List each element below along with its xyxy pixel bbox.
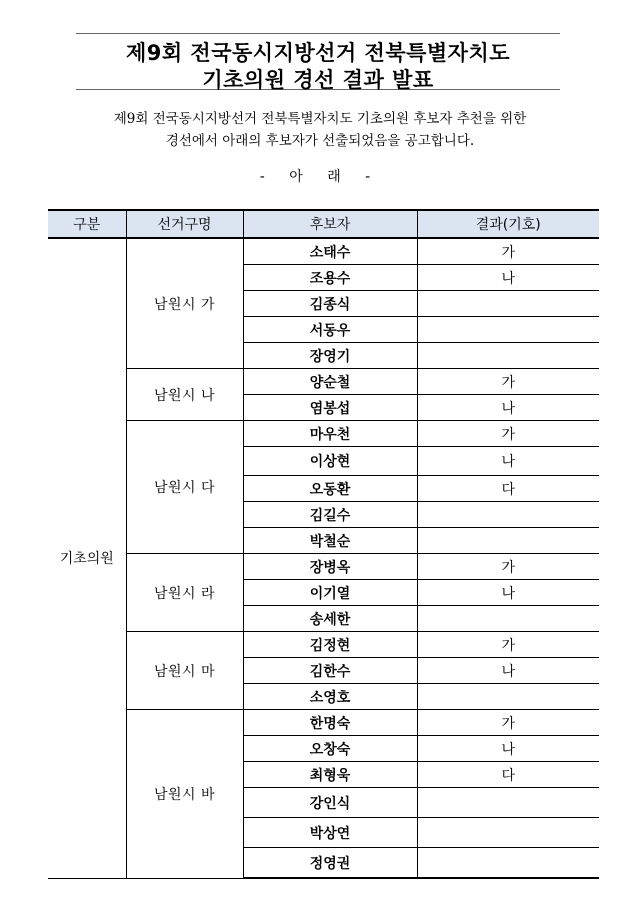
notice-line-1: 제9회 전국동시지방선거 전북특별자치도 기초의원 후보자 추천을 위한 xyxy=(113,111,527,127)
candidate-cell: 오창숙 xyxy=(243,736,417,762)
candidate-cell: 최형욱 xyxy=(243,762,417,788)
result-cell: 나 xyxy=(417,265,599,291)
result-cell: 다 xyxy=(417,762,599,788)
candidate-cell: 조용수 xyxy=(243,265,417,291)
result-cell: 가 xyxy=(417,632,599,658)
header-district: 선거구명 xyxy=(126,210,243,238)
result-cell: 나 xyxy=(417,580,599,606)
candidate-cell: 한명숙 xyxy=(243,710,417,736)
result-cell: 가 xyxy=(417,238,599,265)
candidate-cell: 강인식 xyxy=(243,788,417,818)
result-cell xyxy=(417,818,599,848)
candidate-cell: 김정현 xyxy=(243,632,417,658)
candidate-cell: 김종식 xyxy=(243,291,417,317)
results-body xyxy=(48,238,599,878)
document-title xyxy=(76,33,560,90)
table-row xyxy=(48,710,599,736)
candidate-cell: 김길수 xyxy=(243,502,417,528)
candidate-cell: 마우천 xyxy=(243,421,417,447)
table-row xyxy=(48,554,599,580)
result-cell xyxy=(417,606,599,632)
district-cell: 남원시 라 xyxy=(126,554,243,632)
result-cell xyxy=(417,317,599,343)
candidate-cell: 박상연 xyxy=(243,818,417,848)
result-cell xyxy=(417,343,599,369)
result-cell xyxy=(417,684,599,710)
candidate-cell: 염봉섭 xyxy=(243,395,417,421)
candidate-cell: 이기열 xyxy=(243,580,417,606)
title-line-2: 기초의원 경선 결과 발표 xyxy=(202,68,434,92)
results-table xyxy=(48,209,599,879)
district-cell: 남원시 나 xyxy=(126,369,243,421)
candidate-cell: 장병옥 xyxy=(243,554,417,580)
result-cell: 나 xyxy=(417,395,599,421)
result-cell xyxy=(417,788,599,818)
candidate-cell: 장영기 xyxy=(243,343,417,369)
candidate-cell: 양순철 xyxy=(243,369,417,395)
candidate-cell: 정영권 xyxy=(243,848,417,879)
result-cell: 가 xyxy=(417,369,599,395)
category-cell: 기초의원 xyxy=(48,238,126,878)
candidate-cell: 송세한 xyxy=(243,606,417,632)
header-result: 결과(기호) xyxy=(417,210,599,238)
district-cell: 남원시 가 xyxy=(126,238,243,369)
result-cell: 가 xyxy=(417,421,599,447)
result-cell: 나 xyxy=(417,658,599,684)
district-cell: 남원시 바 xyxy=(126,710,243,879)
subheading: - 아 래 - xyxy=(259,169,381,185)
district-cell: 남원시 다 xyxy=(126,421,243,554)
result-cell: 나 xyxy=(417,736,599,762)
candidate-cell: 오동환 xyxy=(243,476,417,502)
table-row xyxy=(48,421,599,447)
header-candidate: 후보자 xyxy=(243,210,417,238)
result-cell xyxy=(417,528,599,554)
candidate-cell: 김한수 xyxy=(243,658,417,684)
result-cell xyxy=(417,848,599,879)
header-category: 구분 xyxy=(48,210,126,238)
result-cell: 다 xyxy=(417,476,599,502)
candidate-cell: 서동우 xyxy=(243,317,417,343)
district-cell: 남원시 마 xyxy=(126,632,243,710)
notice-line-2: 경선에서 아래의 후보자가 선출되었음을 공고합니다. xyxy=(165,133,475,149)
result-cell: 가 xyxy=(417,710,599,736)
table-header-row xyxy=(48,210,599,238)
table-row xyxy=(48,632,599,658)
candidate-cell: 소태수 xyxy=(243,238,417,265)
candidate-cell: 소영호 xyxy=(243,684,417,710)
table-row xyxy=(48,238,599,265)
table-row xyxy=(48,369,599,395)
candidate-cell: 이상현 xyxy=(243,447,417,476)
result-cell xyxy=(417,502,599,528)
result-cell xyxy=(417,291,599,317)
title-line-1: 제9회 전국동시지방선거 전북특별자치도 xyxy=(125,41,511,65)
result-cell: 가 xyxy=(417,554,599,580)
candidate-cell: 박철순 xyxy=(243,528,417,554)
result-cell: 나 xyxy=(417,447,599,476)
